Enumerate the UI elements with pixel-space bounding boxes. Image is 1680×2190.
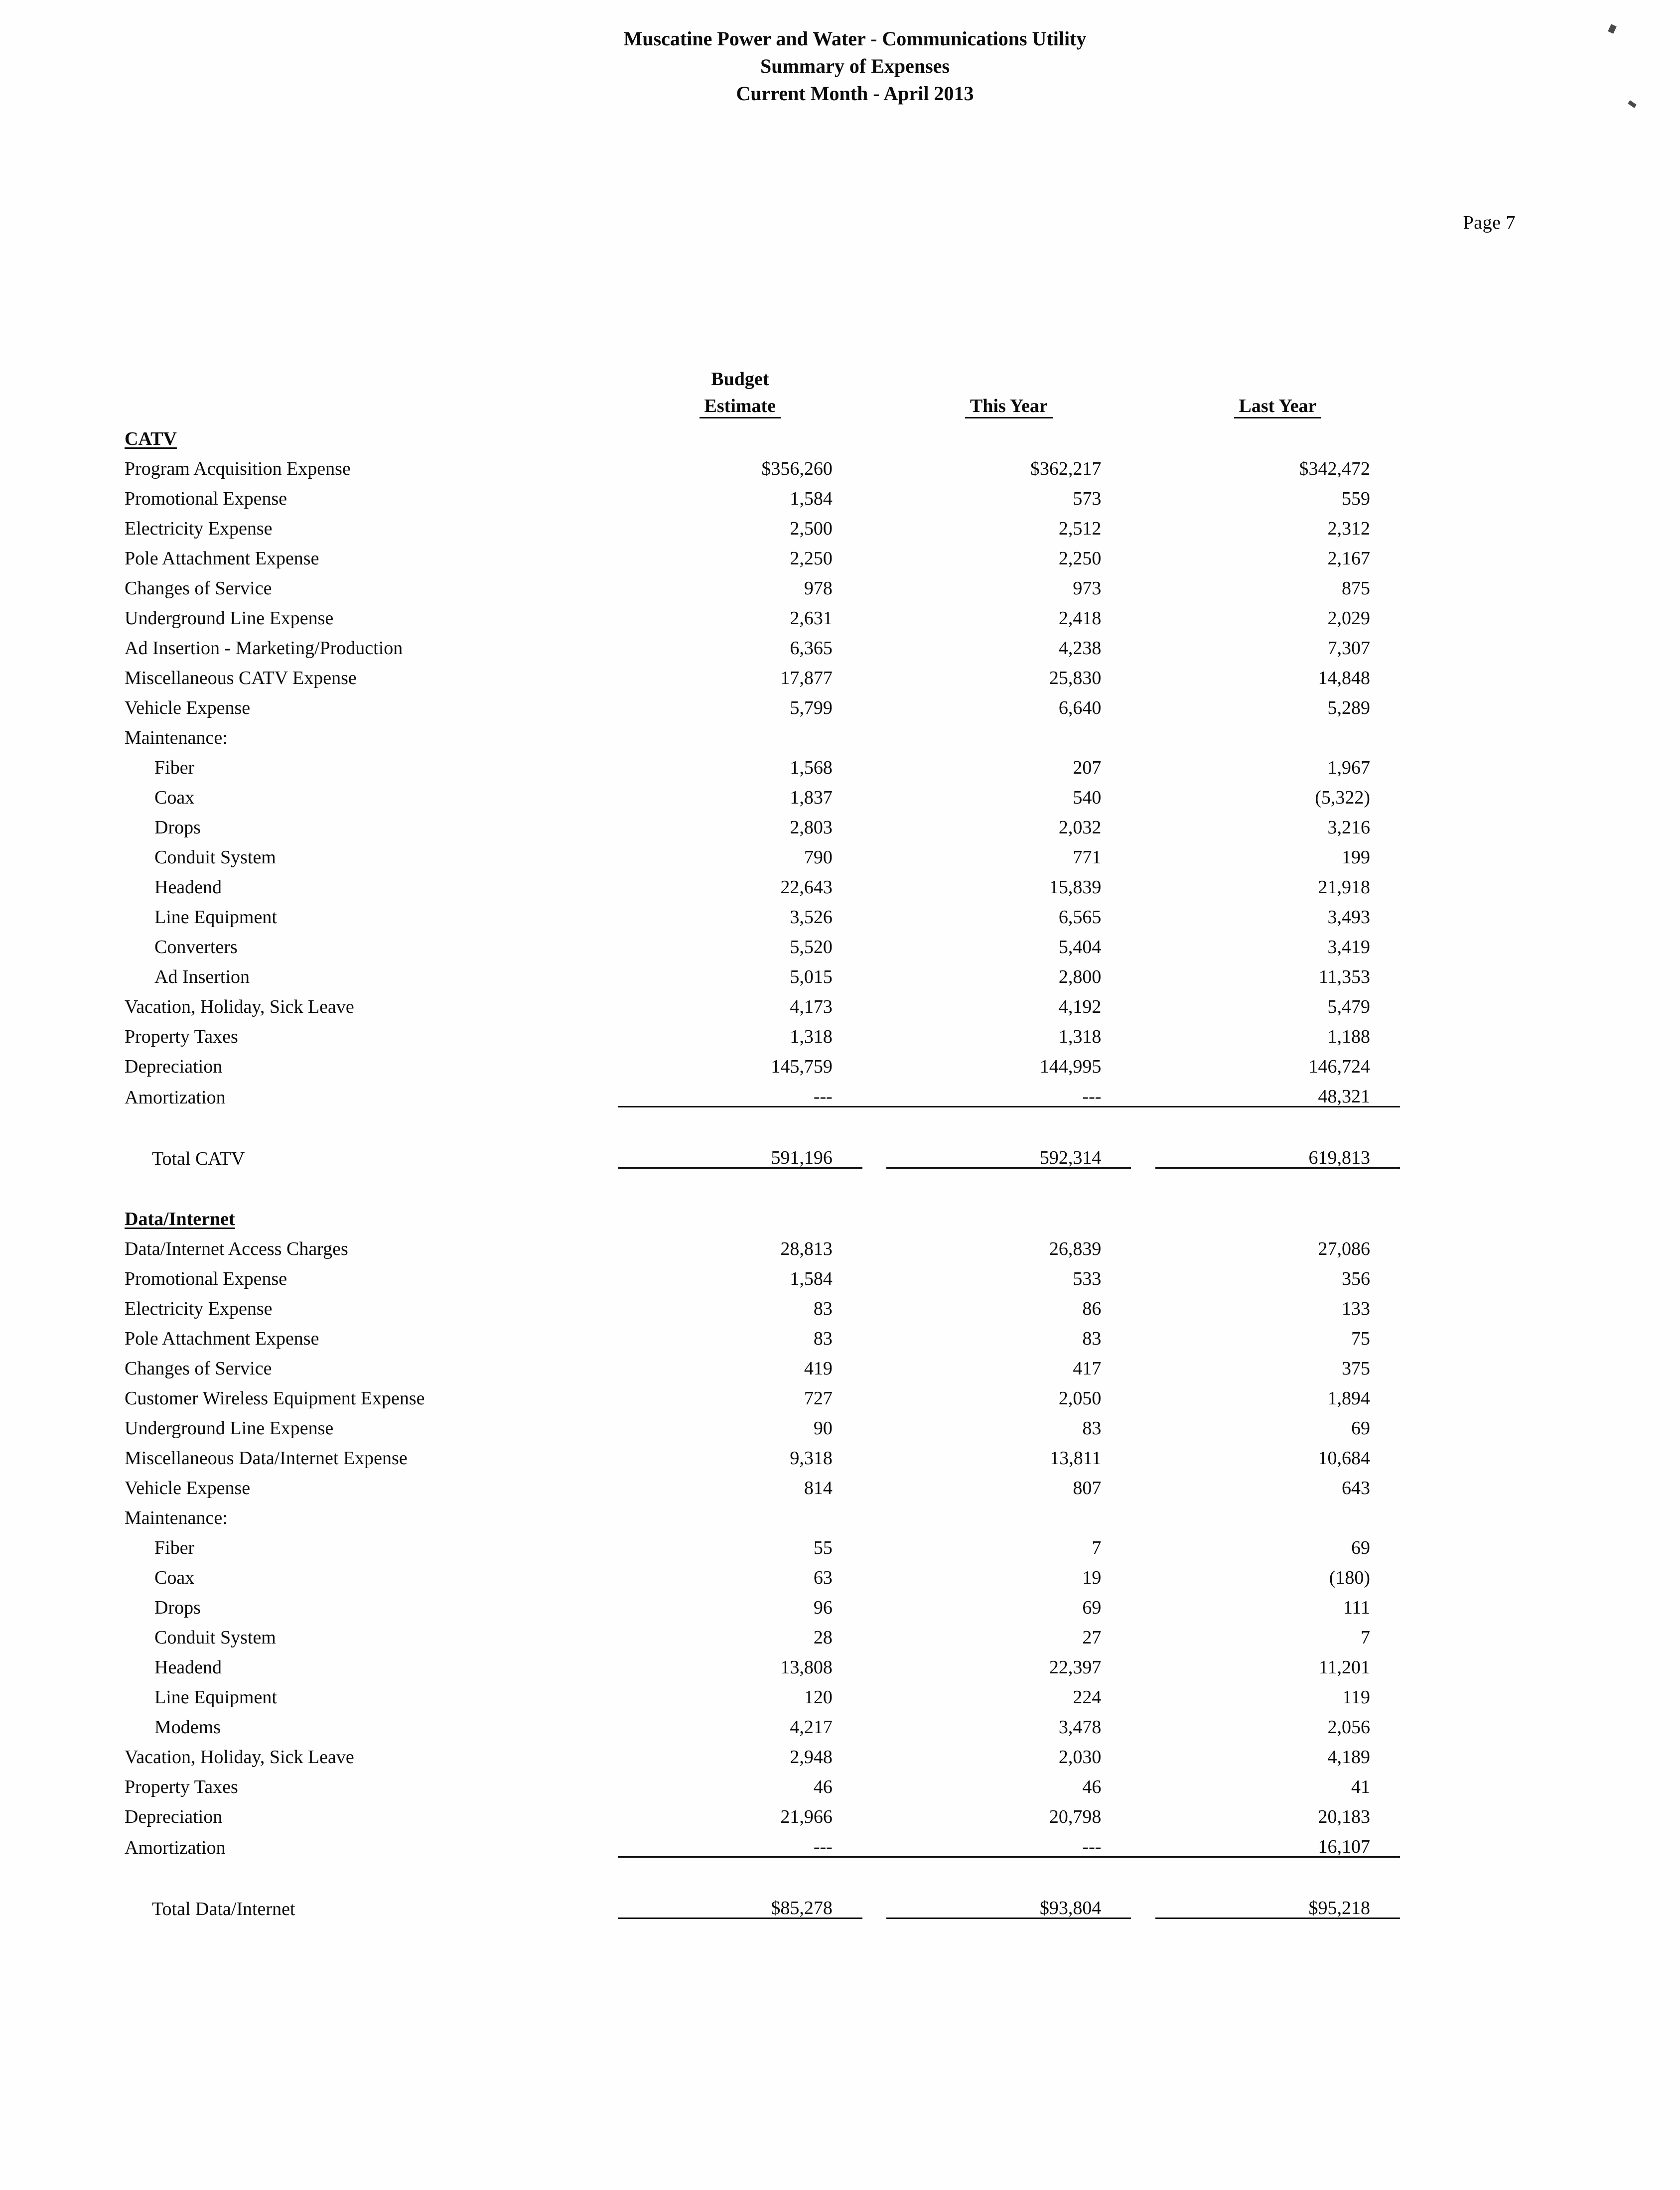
row-last-year: 16,107 [1155,1826,1400,1857]
row-this-year: 15,839 [1049,877,1102,898]
table-row [125,1378,1400,1408]
row-last-year: 48,321 [1155,1076,1400,1107]
section-heading-row [125,1199,1400,1229]
row-last-year: 3,216 [1327,817,1370,838]
row-label: Line Equipment [154,1687,277,1708]
row-budget-estimate: 9,318 [790,1448,833,1469]
table-row [125,1498,1400,1527]
row-label: Program Acquisition Expense [125,458,351,479]
row-label: Maintenance: [125,1507,228,1528]
row-budget-estimate: 21,966 [780,1806,833,1827]
row-label: Promotional Expense [125,488,287,509]
expenses-table [125,359,1400,1919]
row-label: Property Taxes [125,1026,238,1047]
row-budget-estimate: 2,250 [790,548,833,569]
row-budget-estimate: 790 [804,847,833,868]
row-this-year: 540 [1073,787,1102,808]
row-this-year: 7 [1092,1537,1102,1558]
row-budget-estimate: 1,584 [790,488,833,509]
table-row [125,717,1400,747]
budget-word: Budget [711,369,769,390]
row-budget-estimate: 145,759 [771,1056,833,1077]
table-row [125,1796,1400,1826]
row-last-year: 20,183 [1318,1806,1370,1827]
row-last-year: 11,201 [1318,1657,1370,1678]
row-this-year: 83 [1082,1418,1102,1439]
table-row [125,1707,1400,1737]
row-this-year: 2,032 [1058,817,1102,838]
table-row [125,1527,1400,1557]
row-label: Modems [154,1717,221,1738]
row-this-year: 13,811 [1050,1448,1102,1469]
row-budget-estimate: 63 [813,1567,833,1588]
table-row [125,1229,1400,1258]
section-heading: CATV [125,428,177,449]
title-line-2: Summary of Expenses [760,55,950,78]
row-budget-estimate: 4,217 [790,1717,833,1738]
row-label: Fiber [154,1537,195,1558]
row-budget-estimate: 3,526 [790,907,833,928]
row-label: Ad Insertion [154,966,250,987]
table-row [125,687,1400,717]
table-row [125,508,1400,538]
section-heading: Data/Internet [125,1209,235,1230]
row-this-year [886,1498,1131,1527]
row-label: Drops [154,1597,201,1618]
section-total-row [125,1888,1400,1918]
row-budget-estimate: 28,813 [780,1238,833,1259]
table-row [125,598,1400,628]
row-this-year: 771 [1073,847,1102,868]
table-row [125,1647,1400,1677]
row-last-year: 1,188 [1327,1026,1370,1047]
title-line-1: Muscatine Power and Water - Communications Utility [623,27,1087,50]
row-budget-estimate: 22,643 [780,877,833,898]
row-last-year: 146,724 [1308,1056,1370,1077]
row-last-year: 875 [1342,578,1370,599]
row-label: Amortization [125,1087,226,1108]
total-last-year: $95,218 [1155,1888,1400,1918]
row-budget-estimate: 6,365 [790,638,833,659]
row-label: Miscellaneous CATV Expense [125,668,357,688]
total-label: Total Data/Internet [152,1898,295,1919]
section-total-row [125,1137,1400,1168]
table-row [125,1677,1400,1707]
row-label: Drops [154,817,201,838]
row-budget-estimate: 2,631 [790,608,833,629]
row-last-year: 375 [1342,1358,1370,1379]
row-label: Ad Insertion - Marketing/Production [125,638,403,659]
row-this-year: 2,030 [1058,1747,1102,1768]
row-this-year: 20,798 [1049,1806,1102,1827]
row-last-year: 3,419 [1327,937,1370,958]
header-estimate: Estimate [700,397,781,418]
table-row [125,897,1400,927]
table-row [125,777,1400,807]
row-last-year: 111 [1343,1597,1370,1618]
row-label: Pole Attachment Expense [125,548,319,569]
row-last-year: 75 [1351,1328,1370,1349]
row-label: Underground Line Expense [125,1418,334,1439]
table-row [125,448,1400,478]
row-budget-estimate: 978 [804,578,833,599]
title-line-3: Current Month - April 2013 [736,82,974,105]
row-this-year: 3,478 [1058,1717,1102,1738]
row-label: Line Equipment [154,907,277,928]
row-budget-estimate [618,1498,862,1527]
table-row [125,747,1400,777]
row-label: Depreciation [125,1056,223,1077]
row-budget-estimate: 83 [813,1328,833,1349]
row-this-year: 207 [1073,757,1102,778]
row-budget-estimate: 96 [813,1597,833,1618]
row-this-year: 22,397 [1049,1657,1102,1678]
row-this-year: 973 [1073,578,1102,599]
row-this-year: 1,318 [1058,1026,1102,1047]
row-budget-estimate: 1,568 [790,757,833,778]
row-last-year: 5,479 [1327,996,1370,1017]
row-label: Vacation, Holiday, Sick Leave [125,996,354,1017]
row-this-year: 46 [1082,1777,1102,1797]
row-budget-estimate: 83 [813,1298,833,1319]
row-label: Underground Line Expense [125,608,334,629]
row-label: Miscellaneous Data/Internet Expense [125,1448,408,1469]
table-row [125,1318,1400,1348]
row-this-year: 533 [1073,1268,1102,1289]
row-budget-estimate: --- [618,1076,862,1107]
row-label: Vehicle Expense [125,697,251,718]
row-budget-estimate: 2,948 [790,1747,833,1768]
row-last-year: 69 [1351,1537,1370,1558]
row-budget-estimate: 55 [813,1537,833,1558]
column-header-row-top [125,359,1400,389]
row-budget-estimate: 2,803 [790,817,833,838]
row-budget-estimate: 13,808 [780,1657,833,1678]
row-label: Vacation, Holiday, Sick Leave [125,1747,354,1768]
section-heading-row [125,418,1400,448]
row-this-year: 83 [1082,1328,1102,1349]
header-this-year: This Year [965,397,1053,418]
table-row [125,986,1400,1016]
row-budget-estimate: 1,837 [790,787,833,808]
row-last-year: 2,029 [1327,608,1370,629]
table-row [125,807,1400,837]
row-budget-estimate: 17,877 [780,668,833,688]
row-label: Amortization [125,1837,226,1858]
total-last-year: 619,813 [1155,1137,1400,1168]
row-last-year: 5,289 [1327,697,1370,718]
row-this-year: $362,217 [1030,458,1102,479]
row-last-year: 3,493 [1327,907,1370,928]
row-budget-estimate: 727 [804,1388,833,1409]
table-row [125,1258,1400,1288]
table-row [125,867,1400,897]
row-label: Headend [154,1657,222,1678]
total-budget-estimate: 591,196 [618,1137,862,1168]
table-row [125,1737,1400,1767]
row-this-year [886,717,1131,747]
row-label: Property Taxes [125,1777,238,1797]
row-last-year [1155,717,1400,747]
table-row [125,1468,1400,1498]
row-last-year: 1,967 [1327,757,1370,778]
row-last-year: 69 [1351,1418,1370,1439]
table-row [125,1587,1400,1617]
table-row [125,1348,1400,1378]
row-last-year: 7,307 [1327,638,1370,659]
row-this-year: 2,800 [1058,966,1102,987]
table-row [125,478,1400,508]
row-label: Headend [154,877,222,898]
table-row [125,1288,1400,1318]
row-budget-estimate: 90 [813,1418,833,1439]
row-last-year: 559 [1342,488,1370,509]
table-row [125,1767,1400,1796]
row-last-year: 4,189 [1327,1747,1370,1768]
header-last-year: Last Year [1234,397,1322,418]
row-last-year [1155,1498,1400,1527]
table-row [125,927,1400,957]
row-this-year: 69 [1082,1597,1102,1618]
table-row [125,628,1400,658]
row-label: Fiber [154,757,195,778]
row-label: Promotional Expense [125,1268,287,1289]
row-label: Converters [154,937,238,958]
row-last-year: 41 [1351,1777,1370,1797]
table-row [125,1617,1400,1647]
row-this-year: 2,250 [1058,548,1102,569]
row-label: Vehicle Expense [125,1478,251,1499]
row-last-year: (5,322) [1315,787,1370,808]
row-last-year: 2,312 [1327,518,1370,539]
row-this-year: 4,192 [1058,996,1102,1017]
row-budget-estimate: $356,260 [761,458,833,479]
row-last-year: 199 [1342,847,1370,868]
row-last-year: (180) [1329,1567,1370,1588]
row-label: Data/Internet Access Charges [125,1238,348,1259]
total-budget-estimate: $85,278 [618,1888,862,1918]
row-last-year: 2,167 [1327,548,1370,569]
row-budget-estimate: 1,318 [790,1026,833,1047]
row-last-year: 356 [1342,1268,1370,1289]
table-row [125,957,1400,986]
row-budget-estimate [618,717,862,747]
table-row [125,837,1400,867]
row-last-year: 11,353 [1318,966,1370,987]
row-last-year: $342,472 [1299,458,1370,479]
row-this-year: 4,238 [1058,638,1102,659]
row-label: Conduit System [154,847,276,868]
row-budget-estimate: --- [618,1826,862,1857]
table-row [125,1016,1400,1046]
row-this-year: 5,404 [1058,937,1102,958]
table-row [125,538,1400,568]
document-title-block [30,25,1680,108]
row-last-year: 27,086 [1318,1238,1370,1259]
row-budget-estimate: 5,799 [790,697,833,718]
row-last-year: 14,848 [1318,668,1370,688]
row-label: Customer Wireless Equipment Expense [125,1388,425,1409]
row-label: Maintenance: [125,727,228,748]
row-this-year: 2,418 [1058,608,1102,629]
row-this-year: 86 [1082,1298,1102,1319]
row-last-year: 643 [1342,1478,1370,1499]
row-this-year: 6,640 [1058,697,1102,718]
table-row [125,568,1400,598]
row-budget-estimate: 419 [804,1358,833,1379]
row-this-year: 25,830 [1049,668,1102,688]
row-label: Conduit System [154,1627,276,1648]
total-this-year: $93,804 [886,1888,1131,1918]
row-this-year: 6,565 [1058,907,1102,928]
row-label: Pole Attachment Expense [125,1328,319,1349]
row-last-year: 7 [1361,1627,1370,1648]
row-last-year: 119 [1342,1687,1370,1708]
row-this-year: 807 [1073,1478,1102,1499]
row-this-year: --- [886,1076,1131,1107]
table-row [125,1557,1400,1587]
row-budget-estimate: 5,520 [790,937,833,958]
row-this-year: 27 [1082,1627,1102,1648]
row-this-year: 573 [1073,488,1102,509]
row-last-year: 10,684 [1318,1448,1370,1469]
row-budget-estimate: 5,015 [790,966,833,987]
table-row [125,1826,1400,1857]
row-this-year: 19 [1082,1567,1102,1588]
section-spacer [125,1168,1400,1199]
row-label: Electricity Expense [125,518,273,539]
row-budget-estimate: 120 [804,1687,833,1708]
row-last-year: 21,918 [1318,877,1370,898]
row-budget-estimate: 814 [804,1478,833,1499]
row-label: Coax [154,1567,195,1588]
row-last-year: 1,894 [1327,1388,1370,1409]
row-budget-estimate: 4,173 [790,996,833,1017]
row-this-year: 2,050 [1058,1388,1102,1409]
row-label: Changes of Service [125,1358,272,1379]
total-this-year: 592,314 [886,1137,1131,1168]
row-budget-estimate: 28 [813,1627,833,1648]
row-budget-estimate: 46 [813,1777,833,1797]
page-number: Page 7 [1463,212,1516,233]
column-header-row [125,389,1400,418]
row-budget-estimate: 2,500 [790,518,833,539]
table-row [125,1076,1400,1107]
row-label: Depreciation [125,1806,223,1827]
row-last-year: 2,056 [1327,1717,1370,1738]
row-this-year: 224 [1073,1687,1102,1708]
row-label: Electricity Expense [125,1298,273,1319]
row-label: Coax [154,787,195,808]
row-this-year: 144,995 [1039,1056,1102,1077]
row-this-year: 26,839 [1049,1238,1102,1259]
table-row [125,1046,1400,1076]
row-this-year: 417 [1073,1358,1102,1379]
row-label: Changes of Service [125,578,272,599]
table-row [125,658,1400,687]
row-budget-estimate: 1,584 [790,1268,833,1289]
table-row [125,1438,1400,1468]
total-spacer [125,1857,1400,1888]
total-spacer [125,1107,1400,1138]
row-last-year: 133 [1342,1298,1370,1319]
table-row [125,1408,1400,1438]
row-this-year: 2,512 [1058,518,1102,539]
row-this-year: --- [886,1826,1131,1857]
total-label: Total CATV [152,1148,245,1169]
